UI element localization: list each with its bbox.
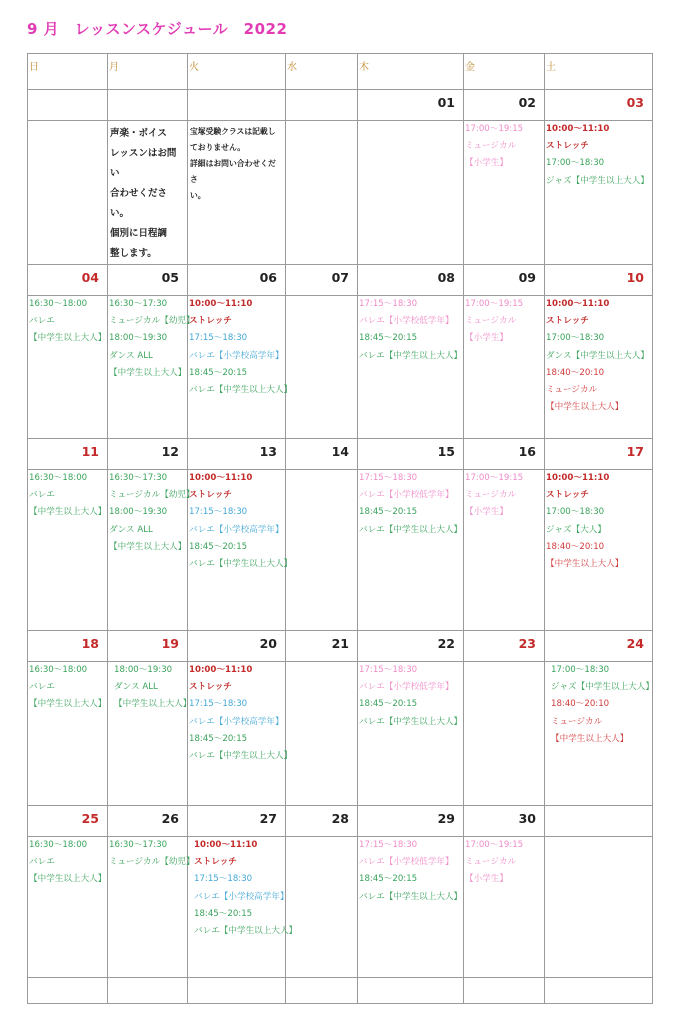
- lesson-line: 16:30～17:30: [109, 473, 168, 483]
- lesson-line: 18:00～19:30: [114, 665, 173, 675]
- empty-cell: [358, 978, 464, 1004]
- date-cell-mon: [108, 90, 188, 121]
- date-row: [28, 439, 653, 470]
- day-cell-tue: [188, 662, 293, 806]
- day-cell-sun: [28, 296, 108, 439]
- day-cell-sat: [545, 121, 653, 265]
- lesson-line: 17:15～18:30: [359, 665, 418, 675]
- lesson-line: 【中学生以上大人】: [546, 559, 624, 570]
- weekday-thu: 木: [358, 54, 464, 90]
- date-cell-sun: [28, 90, 108, 121]
- lesson-line: ダンス ALL: [114, 682, 158, 693]
- day-cell-sat: [545, 296, 653, 439]
- note-line: 個別に日程調: [110, 228, 168, 239]
- lesson-line: 【中学生以上大人】: [29, 333, 107, 344]
- lesson-line: 18:45～20:15: [359, 333, 418, 344]
- lesson-row: [28, 296, 653, 439]
- lesson-line: ミュージカル: [465, 141, 517, 152]
- day-cell-fri: [464, 662, 545, 806]
- lesson-line: 【中学生以上大人】: [109, 367, 187, 378]
- lesson-line: バレエ: [29, 857, 55, 868]
- date-cell-mon: 26: [108, 806, 188, 837]
- lesson-line: バレエ【小学校高学年】: [189, 716, 284, 727]
- lesson-line: 【中学生以上大人】: [551, 733, 629, 744]
- weekday-sat: 土: [545, 54, 653, 90]
- note-line: ておりません。: [190, 143, 246, 152]
- lesson-line: 10:00～11:10: [546, 299, 610, 309]
- lesson-line: バレエ: [29, 682, 55, 693]
- lesson-line: 17:00～19:15: [465, 840, 524, 850]
- lesson-line: 【小学生】: [465, 158, 508, 169]
- date-cell-fri: 09: [464, 265, 545, 296]
- lesson-line: 【中学生以上大人】: [109, 541, 187, 552]
- lesson-line: 18:40～20:10: [546, 367, 605, 378]
- lesson-line: ジャズ【大人】: [546, 524, 606, 535]
- day-cell-wed: [286, 470, 358, 631]
- lesson-line: 17:15～18:30: [359, 473, 418, 483]
- lesson-line: バレエ【中学生以上大人】: [359, 524, 463, 535]
- lesson-line: ミュージカル: [465, 316, 517, 327]
- lesson-line: 18:45～20:15: [359, 507, 418, 518]
- lesson-line: 10:00～11:10: [546, 124, 610, 134]
- lesson-line: ダンス【中学生以上大人】: [546, 350, 649, 361]
- weekday-fri: 金: [464, 54, 545, 90]
- lesson-line: 【中学生以上大人】: [114, 699, 192, 710]
- lesson-line: 17:00～18:30: [546, 158, 605, 169]
- lesson-line: 16:30～18:00: [29, 473, 88, 483]
- empty-cell: [464, 978, 545, 1004]
- day-cell-wed: [286, 837, 358, 978]
- date-cell-sat: 17: [545, 439, 653, 470]
- lesson-line: 17:15～18:30: [359, 299, 418, 309]
- weekday-header-row: [28, 54, 653, 90]
- lesson-line: 18:45～20:15: [359, 874, 418, 885]
- lesson-line: ダンス ALL: [109, 524, 153, 535]
- date-cell-sun: 11: [28, 439, 108, 470]
- lesson-line: 【中学生以上大人】: [546, 402, 624, 413]
- lesson-line: 10:00～11:10: [189, 299, 253, 309]
- lesson-line: 18:45～20:15: [189, 367, 248, 378]
- lesson-line: 17:15～18:30: [189, 333, 248, 344]
- date-cell-thu: 15: [358, 439, 464, 470]
- date-cell-sun: 18: [28, 631, 108, 662]
- lesson-line: バレエ【小学校高学年】: [189, 350, 284, 361]
- lesson-line: 18:45～20:15: [359, 699, 418, 710]
- note-line: 詳細はお問い合わせくださ: [190, 159, 276, 184]
- day-cell-thu: [358, 470, 464, 631]
- page-title: 9 月 レッスンスケジュール 2022: [27, 20, 288, 38]
- lesson-line: 18:45～20:15: [194, 908, 253, 919]
- date-cell-wed: [286, 90, 358, 121]
- day-cell-mon: [108, 662, 192, 806]
- day-cell-mon: [108, 837, 195, 978]
- day-cell-sun: [28, 662, 108, 806]
- date-cell-sat: 24: [545, 631, 653, 662]
- date-cell-fri: 02: [464, 90, 545, 121]
- date-cell-thu: 29: [358, 806, 464, 837]
- lesson-line: 17:15～18:30: [194, 874, 253, 885]
- lesson-line: ストレッチ: [189, 490, 232, 501]
- day-cell-sat: [545, 470, 653, 631]
- date-row: [28, 265, 653, 296]
- lesson-line: 【中学生以上大人】: [29, 699, 107, 710]
- date-cell-sat: 10: [545, 265, 653, 296]
- day-cell-tue: [188, 837, 298, 978]
- lesson-line: 16:30～17:30: [109, 299, 168, 309]
- day-cell-fri: [464, 296, 545, 439]
- lesson-line: ミュージカル【幼児】: [109, 857, 195, 868]
- date-cell-mon: 19: [108, 631, 188, 662]
- date-row: [28, 631, 653, 662]
- lesson-line: バレエ: [29, 490, 55, 501]
- empty-cell: [545, 978, 653, 1004]
- lesson-line: バレエ【小学校高学年】: [194, 891, 289, 902]
- lesson-line: 18:45～20:15: [189, 733, 248, 744]
- lesson-row: [28, 837, 653, 978]
- lesson-line: 17:15～18:30: [189, 699, 248, 710]
- date-cell-tue: 20: [188, 631, 286, 662]
- lesson-line: ストレッチ: [189, 682, 232, 693]
- date-cell-sun: 04: [28, 265, 108, 296]
- lesson-line: 17:00～18:30: [546, 507, 605, 518]
- lesson-line: 16:30～18:00: [29, 840, 88, 850]
- lesson-line: ストレッチ: [194, 857, 237, 868]
- lesson-line: ミュージカル: [551, 716, 603, 727]
- empty-cell: [108, 978, 188, 1004]
- lesson-line: バレエ【小学校低学年】: [359, 857, 454, 868]
- day-cell-thu: [358, 837, 464, 978]
- day-cell-thu: [358, 121, 464, 265]
- lesson-line: 18:00～19:30: [109, 507, 168, 518]
- day-cell-sun: [28, 121, 108, 265]
- day-cell-fri: [464, 837, 545, 978]
- lesson-line: ミュージカル: [465, 857, 517, 868]
- lesson-line: バレエ【中学生以上大人】: [359, 891, 463, 902]
- lesson-line: 17:00～18:30: [546, 333, 605, 344]
- date-cell-fri: 30: [464, 806, 545, 837]
- date-cell-thu: 22: [358, 631, 464, 662]
- date-cell-tue: 27: [188, 806, 286, 837]
- lesson-line: バレエ【中学生以上大人】: [189, 559, 293, 570]
- date-cell-sat: [545, 806, 653, 837]
- lesson-line: ストレッチ: [546, 316, 589, 327]
- empty-cell: [286, 978, 358, 1004]
- lesson-row: [28, 470, 653, 631]
- day-cell-thu: [358, 662, 464, 806]
- empty-cell: [28, 978, 108, 1004]
- date-row: [28, 806, 653, 837]
- lesson-line: ミュージカル: [546, 385, 598, 396]
- lesson-line: 18:40～20:10: [546, 541, 605, 552]
- date-cell-thu: 08: [358, 265, 464, 296]
- lesson-line: ミュージカル【幼児】: [109, 316, 195, 327]
- lesson-line: 【小学生】: [465, 874, 508, 885]
- day-cell-mon: [108, 470, 195, 631]
- day-cell-tue: [188, 121, 286, 265]
- lesson-line: バレエ【中学生以上大人】: [359, 716, 463, 727]
- lesson-line: 10:00～11:10: [189, 473, 253, 483]
- lesson-line: 【中学生以上大人】: [29, 507, 107, 518]
- lesson-line: 10:00～11:10: [546, 473, 610, 483]
- lesson-line: バレエ【小学校高学年】: [189, 524, 284, 535]
- lesson-line: バレエ【中学生以上大人】: [359, 350, 463, 361]
- date-cell-sun: 25: [28, 806, 108, 837]
- lesson-line: 【中学生以上大人】: [29, 874, 107, 885]
- lesson-line: 【小学生】: [465, 507, 508, 518]
- lesson-line: 18:40～20:10: [551, 699, 610, 710]
- lesson-line: 17:00～19:15: [465, 299, 524, 309]
- trailing-empty-row: [28, 978, 653, 1004]
- lesson-line: ジャズ【中学生以上大人】: [546, 175, 649, 186]
- takarazuka-note: [188, 121, 285, 204]
- weekday-tue: 火: [188, 54, 286, 90]
- day-cell-wed: [286, 121, 358, 265]
- lesson-line: 17:15～18:30: [189, 507, 248, 518]
- lesson-line: 17:00～19:15: [465, 473, 524, 483]
- day-cell-mon: [108, 121, 188, 265]
- day-cell-mon: [108, 296, 195, 439]
- day-cell-tue: [188, 470, 293, 631]
- date-cell-wed: 21: [286, 631, 358, 662]
- day-cell-fri: [464, 121, 545, 265]
- date-cell-wed: 28: [286, 806, 358, 837]
- weekday-sun: 日: [28, 54, 108, 90]
- lesson-row: [28, 121, 653, 265]
- day-cell-fri: [464, 470, 545, 631]
- day-cell-wed: [286, 662, 358, 806]
- lesson-line: バレエ: [29, 316, 55, 327]
- date-cell-thu: 01: [358, 90, 464, 121]
- lesson-line: バレエ【小学校低学年】: [359, 490, 454, 501]
- date-cell-fri: 23: [464, 631, 545, 662]
- lesson-row: [28, 662, 653, 806]
- date-cell-tue: 06: [188, 265, 286, 296]
- lesson-line: ストレッチ: [189, 316, 232, 327]
- day-cell-thu: [358, 296, 464, 439]
- note-line: 声楽・ボイス: [110, 128, 167, 139]
- weekday-mon: 月: [108, 54, 188, 90]
- day-cell-sun: [28, 470, 108, 631]
- date-cell-wed: 07: [286, 265, 358, 296]
- day-cell-tue: [188, 296, 293, 439]
- date-cell-tue: [188, 90, 286, 121]
- lesson-line: バレエ【中学生以上大人】: [189, 751, 293, 762]
- lesson-line: 18:00～19:30: [109, 333, 168, 344]
- weekday-wed: 水: [286, 54, 358, 90]
- lesson-line: 17:00～19:15: [465, 124, 524, 134]
- date-cell-tue: 13: [188, 439, 286, 470]
- lesson-line: 16:30～18:00: [29, 665, 88, 675]
- date-cell-mon: 12: [108, 439, 188, 470]
- lesson-line: 16:30～17:30: [109, 840, 168, 850]
- lesson-line: 17:00～18:30: [551, 665, 610, 675]
- date-row: [28, 90, 653, 121]
- lesson-line: ミュージカル【幼児】: [109, 490, 195, 501]
- note-line: 宝塚受験クラスは記載し: [190, 127, 276, 136]
- note-line: レッスンはお問い: [110, 148, 177, 179]
- lesson-line: 18:45～20:15: [189, 541, 248, 552]
- date-cell-sat: 03: [545, 90, 653, 121]
- lesson-line: 16:30～18:00: [29, 299, 88, 309]
- lesson-line: 【小学生】: [465, 333, 508, 344]
- lesson-line: ダンス ALL: [109, 350, 153, 361]
- day-cell-sat: [545, 837, 653, 978]
- lesson-line: バレエ【中学生以上大人】: [189, 385, 293, 396]
- lesson-line: ストレッチ: [546, 141, 589, 152]
- empty-cell: [188, 978, 286, 1004]
- lesson-line: 10:00～11:10: [194, 840, 258, 850]
- day-cell-sat: [545, 662, 653, 806]
- note-line: 整します。: [110, 248, 157, 259]
- lesson-line: バレエ【小学校低学年】: [359, 682, 454, 693]
- lesson-line: ジャズ【中学生以上大人】: [551, 682, 654, 693]
- lesson-line: 17:15～18:30: [359, 840, 418, 850]
- date-cell-wed: 14: [286, 439, 358, 470]
- lesson-line: バレエ【小学校低学年】: [359, 316, 454, 327]
- lesson-line: ストレッチ: [546, 490, 589, 501]
- day-cell-wed: [286, 296, 358, 439]
- voice-lesson-note: [108, 121, 187, 264]
- schedule-calendar: [27, 53, 653, 1004]
- note-line: い。: [190, 191, 206, 200]
- lesson-line: バレエ【中学生以上大人】: [194, 926, 298, 937]
- note-line: 合わせください。: [110, 188, 168, 219]
- date-cell-mon: 05: [108, 265, 188, 296]
- lesson-line: 10:00～11:10: [189, 665, 253, 675]
- day-cell-sun: [28, 837, 108, 978]
- lesson-line: ミュージカル: [465, 490, 517, 501]
- date-cell-fri: 16: [464, 439, 545, 470]
